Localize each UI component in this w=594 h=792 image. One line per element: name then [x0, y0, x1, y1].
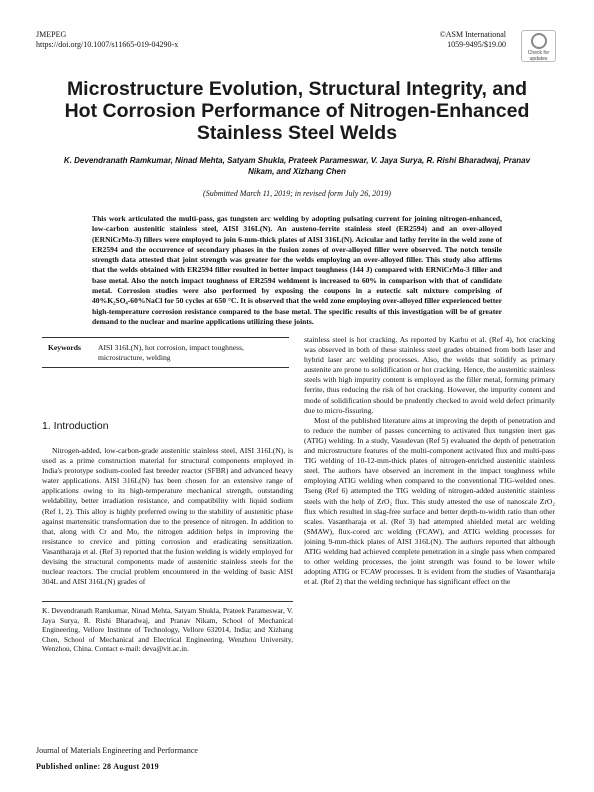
footer-journal: Journal of Materials Engineering and Performance — [36, 746, 198, 755]
header-left — [36, 30, 178, 50]
paper-title: Microstructure Evolution, Structural Integrity, and Hot Corrosion Performance of Nitrogen-Enhanced Stainless Steel Welds — [64, 78, 530, 144]
section-heading-introduction: 1. Introduction — [42, 420, 109, 432]
author-list: K. Devendranath Ramkumar, Ninad Mehta, Satyam Shukla, Prateek Parameswar, V. Jaya Surya, R. Rishi Bharadwaj, Pranav Nikam, and Xizhang Chen — [63, 156, 531, 176]
intro-paragraph-2: stainless steel is hot cracking. As reported by Karhu et al. (Ref 4), hot cracking was observed in both of these stainless steel grades obtained from both laser and hybrid laser arc welding processes. Also, the welds that solidify as primary austenite are prone to solidification or hot cracking. Hence, the austenitic stainless steels with high impurity content is employed as the filler metal, forming primary ferrite, thus reducing the risk of hot cracking. However, the impurity content and mode of solidification should be prudently checked to avoid weld defect primarily due to micro-fissuring. — [304, 335, 555, 415]
doi-link[interactable]: https://doi.org/10.1007/s11665-019-04290-x — [36, 40, 179, 49]
check-for-updates-badge[interactable] — [521, 30, 556, 62]
keywords-list: AISI 316L(N), hot corrosion, impact toughness, microstructure, welding — [98, 343, 244, 362]
copyright: ©ASM International — [439, 30, 506, 39]
issn: 1059-9495/$19.00 — [447, 40, 506, 49]
header-right — [440, 30, 506, 50]
intro-column-left — [42, 446, 293, 587]
affiliation-note: K. Devendranath Ramkumar, Ninad Mehta, Satyam Shukla, Prateek Parameswar, V. Jaya Surya, R. Rishi Bharadwaj, and Pranav Nikam, School of Mechanical Engineering, Vellore Institute of Technology, Vellore 632014, India; and Xizhang Chen, School of Mechanical and Electrical Engineering, Wenzhou University, Wenzhou, China. Contact e-mail: deva@vit.ac.in. — [42, 601, 293, 654]
intro-paragraph-1: Nitrogen-added, low-carbon-grade austenitic stainless steel, AISI 316L(N), is used as a prime construction material for structural components employed in India's prototype sodium-cooled fast breeder reactor (SFBR) and advanced heavy water applications. AISI 316L(N) has been chosen for an extensive range of applications owing to its high-temperature mechanical strength, outstanding weldability, better irradiation resistance, and compatibility with liquid sodium (Ref 1, 2). This alloy is highly preferred owing to the stability of austenitic phase against martensitic transformation due to the presence of nitrogen. In addition to that, along with Cr and Mo, the nitrogen addition helps in improving the resistance to crevice and pitting corrosion and eradicating sensitization. Vasantharaja et al. (Ref 3) reported that the fusion welding is widely employed for devising the structural components made of austenitic stainless steels for the nuclear reactors. The crucial problem encountered in the welding of basic AISI 304L and AISI 316L(N) grades of — [42, 446, 293, 587]
keywords-label: Keywords — [48, 343, 81, 352]
footer-published: Published online: 28 August 2019 — [36, 762, 159, 771]
abstract: This work articulated the multi-pass, gas tungsten arc welding by adopting pulsating current for joining nitrogen-enhanced, low-carbon austenitic stainless steel, AISI 316L(N). An austeno-ferrite stainless steel (ER2594) and an over-alloyed (ERNiCrMo-3) fillers were employed to join 6-mm-thick plates of AISI 316L(N). Acicular and lathy ferrite in the weld zone of ER2594 and the occurrence of secondary phases in the fusion zones of over-alloyed filler were observed. The notch tensile strength data attested that joint strength was greater for the welds employing an over-alloyed filler. This study also affirms that the welds obtained with ER2594 filler resulted in better impact toughness (144 J) compared with ERNiCrMo-3 filler and base metal. Also the notch impact toughness of ER2594 weldment is increased to 60% in comparison with that of candidate metal. Corrosion studies were also performed by exposing the coupons in a eutectic salt mixture comprising of 40%K₂SO₄-60%NaCl for 50 cycles at 650 °C. It is observed that the weld zone employing over-alloyed filler experienced better high-temperature corrosion resistance compared to the base metal. The specific results of this investigation will be of greater demand to the nuclear and marine applications utilizing these joints. — [92, 214, 502, 326]
update-icon — [531, 33, 547, 49]
badge-label: Check for updates — [527, 50, 550, 62]
keywords-box — [42, 337, 289, 368]
submission-dates: (Submitted March 11, 2019; in revised form July 26, 2019) — [203, 189, 391, 198]
intro-column-right — [304, 335, 555, 736]
intro-paragraph-3: Most of the published literature aims at improving the depth of penetration and to reduce the number of passes concerning to activated flux tungsten inert gas (ATIG) welding. In a study, Vasudevan (Ref 5) evaluated the depth of penetration and microstructure features of the multi-component activated flux and multi-pass TIG welding of 10-12-mm-thick plates of nitrogen-enriched austenitic stainless steel. The authors have observed an increment in the impact toughness while employing ATIG welding when compared to the conventional TIG-welded ones. Tseng (Ref 6) attempted the TIG welding of nitrogen-added austenitic stainless steels with the help of ZrO₂ flux. This study attested the use of nanoscale ZrO₂ flux which resulted in slag-free surface and better depth-to-width ratio than other scales. Vasantharaja et al. (Ref 3) had attempted shielded metal arc welding (SMAW), flux-cored arc welding (FCAW), and ATIG welding processes for joining 9-mm-thick plates of AISI 316L(N). The authors reported that although ATIG welding had achieved complete penetration in a single pass when compared to other welding processes, the joint strength was found to be lower while adopting ATIG or FCAW processes. It is evident from the studies of Vasantharaja et al. (Ref 2) that the welding technique has significant effect on the — [304, 415, 555, 587]
journal-code: JMEPEG — [36, 30, 67, 39]
